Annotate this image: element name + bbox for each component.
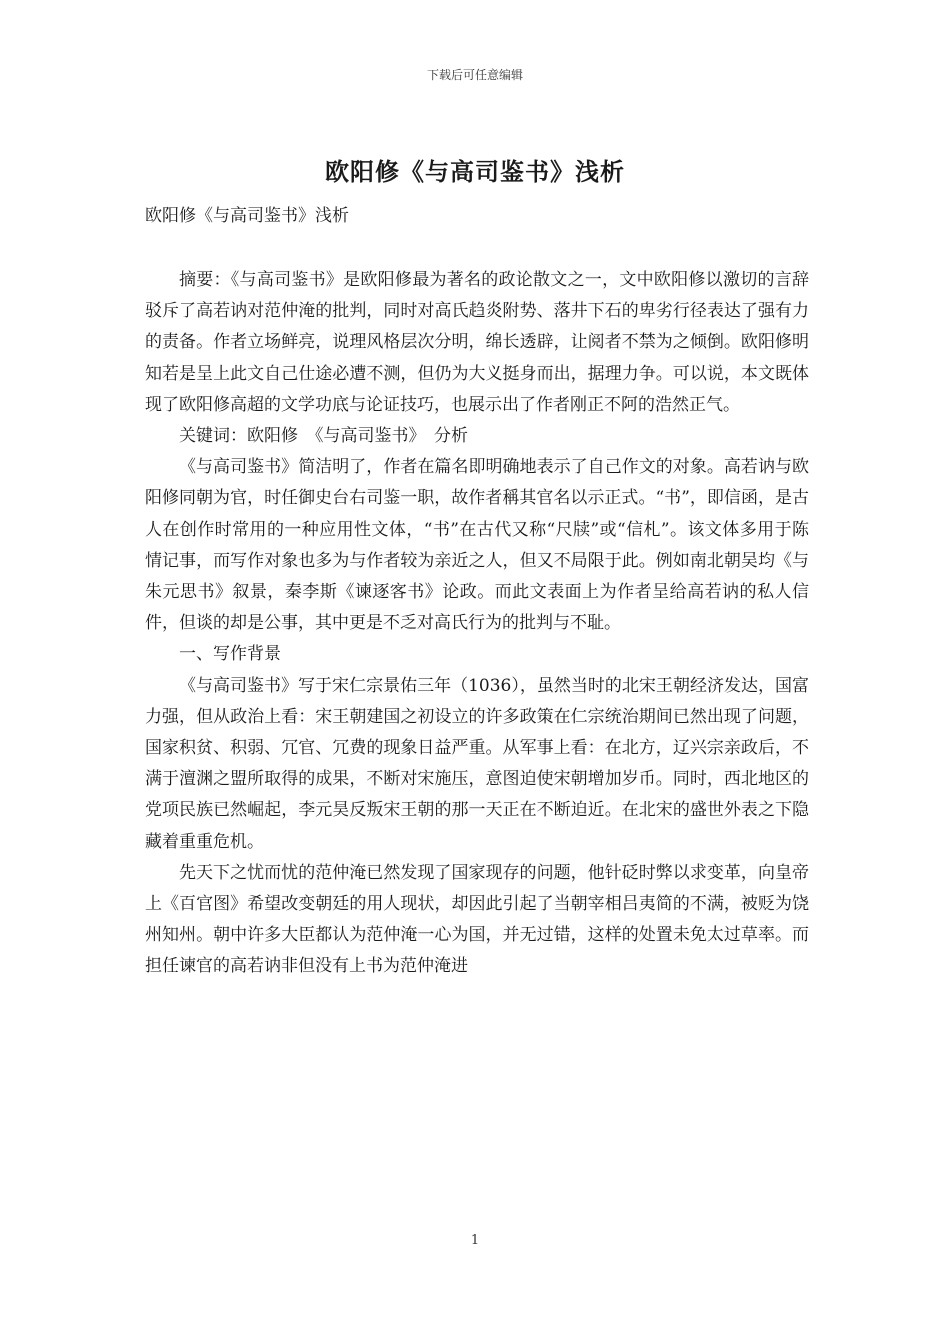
document-subtitle: 欧阳修《与高司鉴书》浅析: [145, 206, 349, 226]
document-title: 欧阳修《与高司鉴书》浅析: [325, 157, 625, 186]
page-header: 下载后可任意编辑: [426, 68, 523, 82]
intro-paragraph: 《与高司鉴书》简洁明了，作者在篇名即明确地表示了自己作文的对象。高若讷与欧阳修同朝为官，时任御史台右司鉴一职，故作者稱其官名以示正式。“书”，即信函，是古人在创作时常用的一种应用性文体，“书”在古代又称“尺牍”或“信札”。该文体多用于陈情记事，而写作对象也多为与作者较为亲近之人，但又不局限于此。例如南北朝吴均《与朱元思书》叙景，秦李斯《谏逐客书》论政。而此文表面上为作者呈给高若讷的私人信件，但谈的却是公事，其中更是不乏对高氏行为的批判与不耻。: [145, 457, 809, 634]
keywords-paragraph: 关键词：欧阳修 《与高司鉴书》 分析: [179, 426, 468, 447]
page-number: 1: [470, 1233, 480, 1248]
document-body: [145, 265, 809, 983]
fan-zhongyan-paragraph: 先天下之忧而忧的范仲淹已然发现了国家现存的问题，他针砭时弊以求变革，向皇帝上《百官图》希望改变朝廷的用人现状，却因此引起了当朝宰相吕夷简的不满，被贬为饶州知州。朝中许多大臣都认为范仲淹一心为国，并无过错，这样的处置未免太过草率。而担任谏官的高若讷非但没有上书为范仲淹进: [145, 862, 809, 977]
background-paragraph: 《与高司鉴书》写于宋仁宗景佑三年（1036），虽然当时的北宋王朝经济发达，国富力强，但从政治上看：宋王朝建国之初设立的许多政策在仁宗统治期间已然出现了问题，国家积贫、积弱、冗官、冗费的现象日益严重。从军事上看：在北方，辽兴宗亲政后，不满于澶渊之盟所取得的成果，不断对宋施压，意图迫使宋朝增加岁币。同时，西北地区的党项民族已然崛起，李元昊反叛宋王朝的那一天正在不断迫近。在北宋的盛世外表之下隐藏着重重危机。: [145, 675, 809, 852]
abstract-paragraph: 摘要：《与高司鉴书》是欧阳修最为著名的政论散文之一，文中欧阳修以激切的言辞驳斥了高若讷对范仲淹的批判，同时对高氏趋炎附势、落井下石的卑劣行径表达了强有力的责备。作者立场鲜亮，说理风格层次分明，绵长透辟，让阅者不禁为之倾倒。欧阳修明知若是呈上此文自己仕途必遭不测，但仍为大义挺身而出，据理力争。可以说，本文既体现了欧阳修高超的文学功底与论证技巧，也展示出了作者刚正不阿的浩然正气。: [145, 270, 809, 415]
section-heading: 一、写作背景: [179, 644, 281, 665]
